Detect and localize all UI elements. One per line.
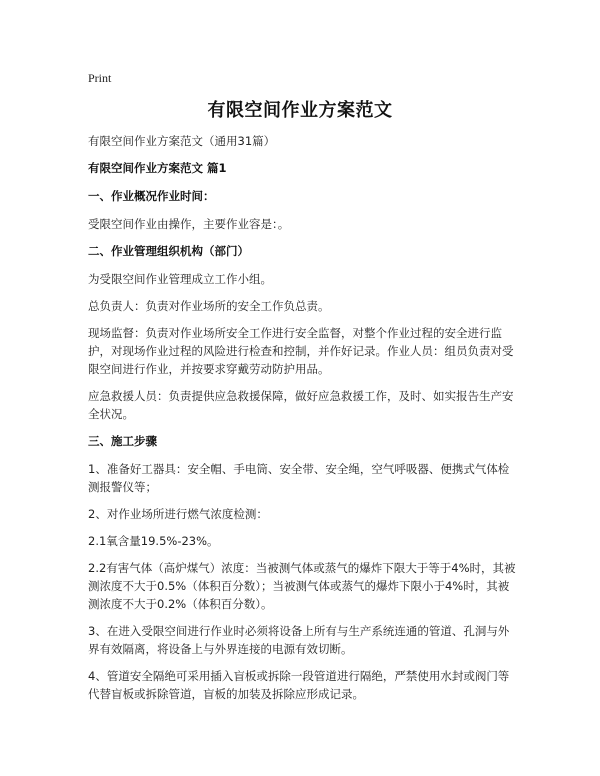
paragraph: 2.1氧含量19.5%-23%。 (88, 534, 219, 548)
paragraph: 1、准备好工器具：安全帽、手电筒、安全带、安全绳，空气呼吸器、便携式气体检测报警仪等； (88, 462, 510, 494)
section-heading-1: 一、作业概况作业时间： (88, 189, 215, 203)
page-title: 有限空间作业方案范文 (207, 100, 393, 121)
paragraph: 为受限空间作业管理成立工作小组。 (88, 272, 272, 286)
section-heading-3: 三、施工步骤 (88, 434, 157, 448)
document-subtitle: 有限空间作业方案范文（通用31篇） (88, 134, 276, 148)
paragraph: 2.2有害气体（高炉煤气）浓度：当被测气体或蒸气的爆炸下限大于等于4%时，其被测浓度不大于0.5%（体积百分数）；当被测气体或蒸气的爆炸下限小于4%时，其被测浓度不大于0.2%（体积百分数）。 (88, 561, 516, 611)
paragraph: 总负责人：负责对作业场所的安全工作负总责。 (88, 299, 330, 313)
section-heading-2: 二、作业管理组织机构（部门） (88, 244, 249, 258)
paragraph: 现场监督：负责对作业场所安全工作进行安全监督，对整个作业过程的安全进行监护，对现场作业过程的风险进行检查和控制，并作好记录。作业人员：组员负责对受限空间进行作业，并按要求穿戴劳动防护用品。 (88, 326, 514, 376)
paragraph: 3、在进入受限空间进行作业时必须将设备上所有与生产系统连通的管道、孔洞与外界有效隔离，将设备上与外界连接的电源有效切断。 (88, 624, 510, 656)
paragraph: 2、对作业场所进行燃气浓度检测： (88, 507, 268, 521)
paragraph: 应急救援人员：负责提供应急救援保障，做好应急救援工作，及时、如实报告生产安全状况。 (88, 389, 514, 421)
document-body (88, 132, 520, 712)
paragraph: 4、管道安全隔绝可采用插入盲板或拆除一段管道进行隔绝，严禁使用水封或阀门等代替盲板或拆除管道，盲板的加装及拆除应形成记录。 (88, 669, 510, 701)
article-heading: 有限空间作业方案范文 篇1 (88, 161, 227, 175)
print-link[interactable]: Print (88, 71, 112, 85)
paragraph: 受限空间作业由操作，主要作业容是：。 (88, 217, 290, 231)
